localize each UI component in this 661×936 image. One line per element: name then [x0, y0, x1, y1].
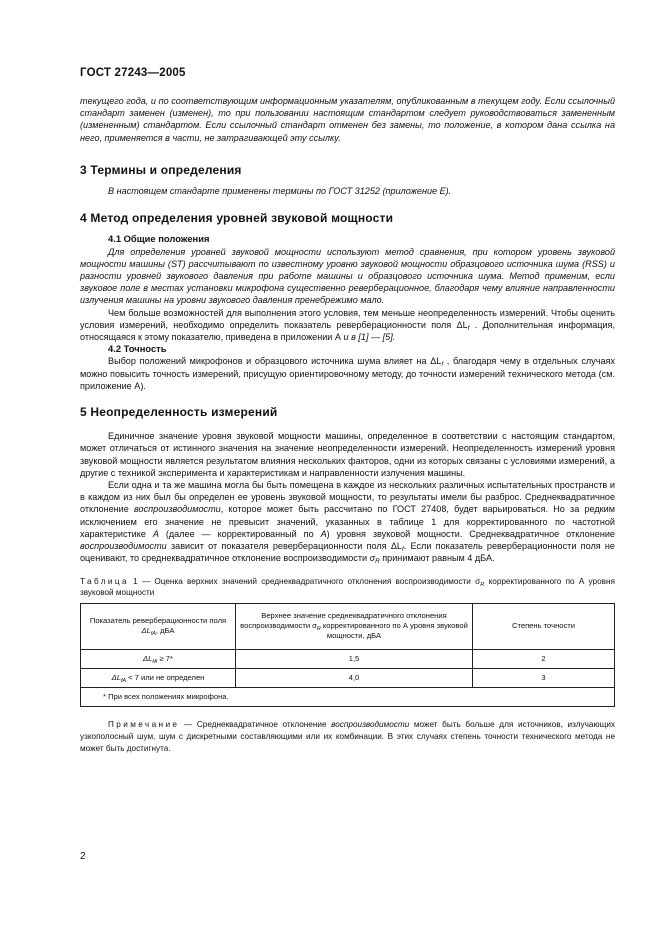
table-header-row	[81, 603, 615, 649]
page-number: 2	[80, 851, 86, 862]
section-3-title: 3 Термины и определения	[80, 162, 242, 177]
table-1-caption: Таблица 1 — Оценка верхних значений среднеквадратичного отклонения воспроизводимости $\sigma_R$ корректированного по А уровня звуковой мощности	[80, 576, 615, 597]
table-header-cell: Верхнее значение среднеквадратичного отклонения воспроизводимости $\sigma_R$ корректированного по А уровня звуковой мощности, дБА	[236, 603, 473, 649]
section-4-1-title: 4.1 Общие положения	[108, 233, 210, 245]
section-5-paragraph-2: Если одна и та же машина могла бы быть помещена в каждое из нескольких различных испытательных пространств и в каждом из них был бы определен ее уровень звуковой мощности, то результаты имели бы разброс. Среднеквадратичное отклонение воспроизводимости, которое может быть рассчитано по ГОСТ 27408, будет варьироваться. Но за редким исключением его значение не превысит значений, указанных в таблице 1 для корректированного по частотной характеристике А (далее — корректированный по А) уровня звуковой мощности. Среднеквадратичное отклонение воспроизводимости зависит от показателя реверберационности поля $\Delta L_f$. Если показатель реверберационности поля не оценивают, то среднеквадратичное отклонение воспроизводимости $\sigma_R$ принимают равным 4 дБА.	[80, 480, 615, 566]
section-3-text: В настоящем стандарте применены термины по ГОСТ 31252 (приложение Е).	[108, 186, 452, 197]
section-4-title: 4 Метод определения уровней звуковой мощности	[80, 211, 394, 226]
document-header: ГОСТ 27243—2005	[80, 67, 186, 79]
section-5-title: 5 Неопределенность измерений	[80, 405, 278, 420]
table-cell: 4,0	[236, 668, 473, 687]
table-1	[80, 603, 615, 707]
table-footnote: * При всех положениях микрофона.	[81, 687, 615, 706]
table-row	[81, 649, 615, 668]
intro-paragraph: текущего года, и по соответствующим информационным указателям, опубликованным в текущем году. Если ссылочный стандарт заменен (изменен), то при пользовании настоящим стандартом следует руководствоваться замененным (измененным) стандартом. Если ссылочный стандарт отменен без замены, то положение, в котором дана ссылка на него, применяется в части, не затрагивающей эту ссылку.	[80, 96, 615, 143]
table-footnote-row	[81, 687, 615, 706]
table-cell: 2	[473, 649, 615, 668]
section-4-2-title: 4.2 Точность	[108, 343, 167, 355]
section-4-1-paragraph-2: Чем больше возможностей для выполнения этого условия, тем меньше неопределенность измерений. Чтобы оценить условия измерений, необходимо определить показатель реверберационности поля $\Delta L_f$ . Дополнительная информация, относящаяся к этому показателю, приведена в приложении А и в [1] — [5].	[80, 307, 615, 343]
table-cell: $\Delta L_{fA} < 7$ или не определен	[81, 668, 236, 687]
table-note: Примечание — Среднеквадратичное отклонение воспроизводимости может быть больше для источников, излучающих узкополосный шум, шум с дискретными составляющими или их комбинации. В этих случаях степень точности технического метода не может быть достигнута.	[80, 719, 615, 753]
table-header-cell: Степень точности	[473, 603, 615, 649]
section-5-paragraph-1: Единичное значение уровня звуковой мощности машины, определенное в соответствии с настоящим стандартом, может отличаться от истинного значения на значение неопределенности измерений. Неопределенность измерений уровня звуковой мощности является результатом влияния нескольких факторов, одни из которых связаны с условиями измерений, а другие с техникой эксперимента и характеристикам и направленности излучения машины.	[80, 431, 615, 478]
table-cell: 3	[473, 668, 615, 687]
section-4-2-paragraph: Выбор положений микрофонов и образцового источника шума влияет на $\Delta L_f$ , благодаря чему в отдельных случаях можно повысить точность измерений, присущую ориентировочному методу, до точности измерений технического метода (см. приложение А).	[80, 356, 615, 391]
section-4-1-paragraph-1: Для определения уровней звуковой мощности используют метод сравнения, при котором уровень звуковой мощности машины (ST) рассчитывают по известному уровню звуковой мощности образцового источника шума (RSS) и разности уровней звукового давления при работе машины и образцового источника шума. Метод применим, если звуковое поле в местах установки микрофона существенно реверберационное, благодаря чему влияние направленности излучения машины на уровни звукового давления пренебрежимо мало.	[80, 246, 615, 306]
table-cell: $\Delta L_{fA} \ge 7*$	[81, 649, 236, 668]
page-content	[80, 95, 615, 755]
table-header-cell: Показатель реверберационности поля $\Delta L_{fA}$, дБА	[81, 603, 236, 649]
table-row	[81, 668, 615, 687]
table-cell: 1,5	[236, 649, 473, 668]
